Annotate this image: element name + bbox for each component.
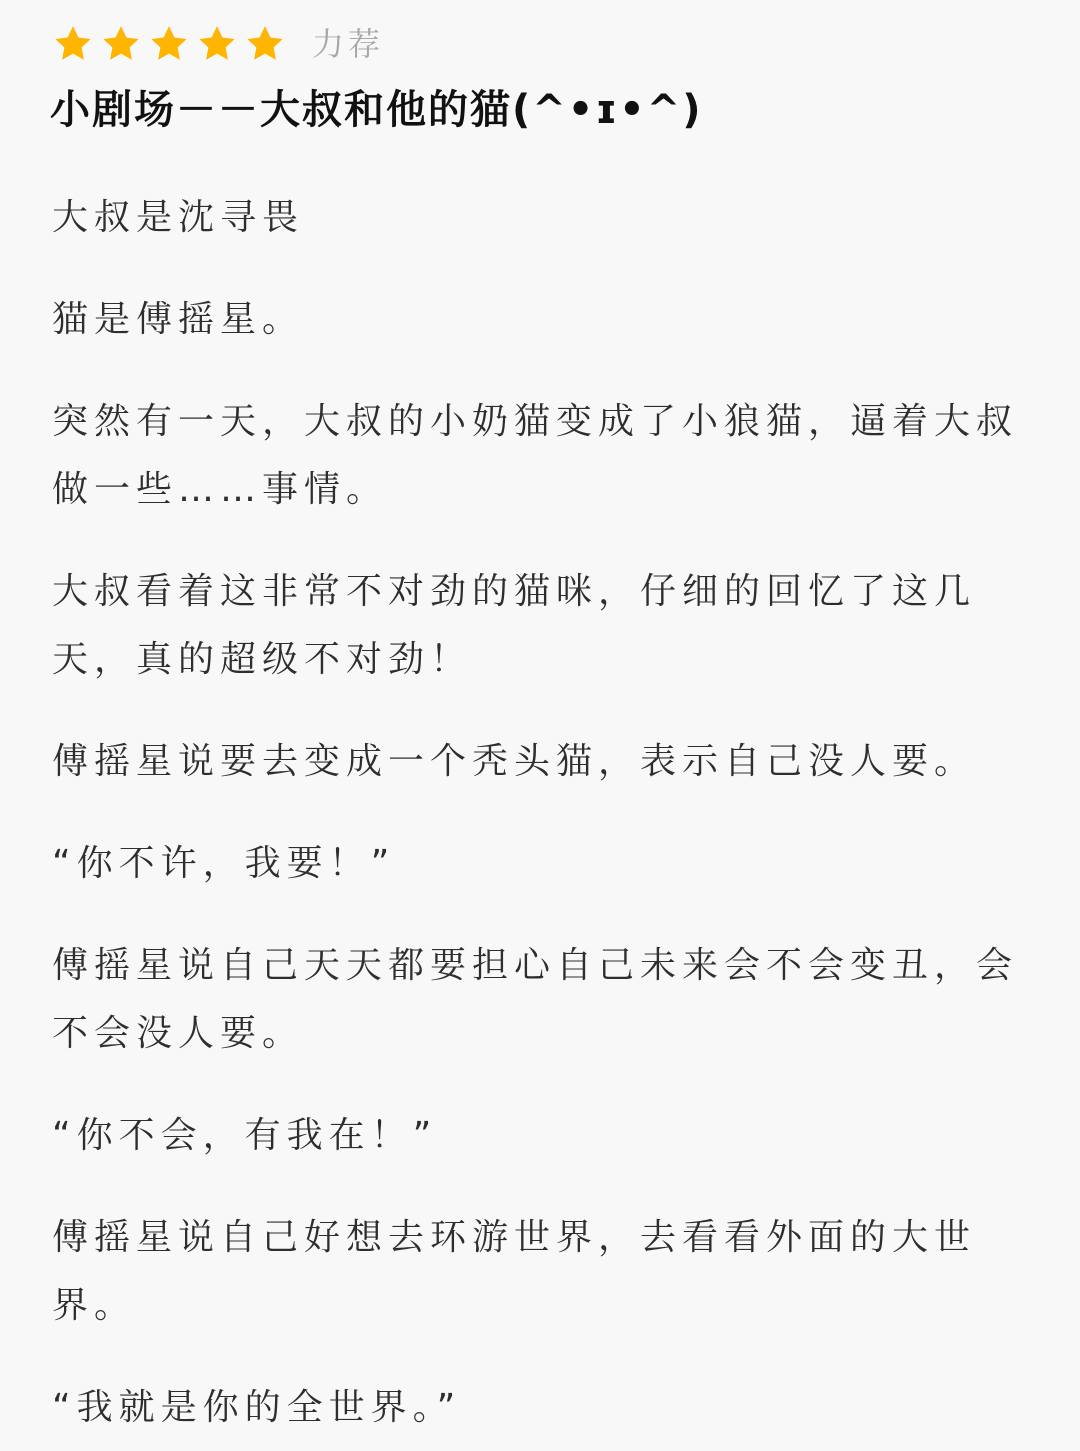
star-icon bbox=[196, 23, 238, 65]
paragraph-6: 傅摇星说自己天天都要担心自己未来会不会变丑，会不会没人要。 bbox=[52, 945, 1019, 1054]
paragraph-3: 突然有一天，大叔的小奶猫变成了小狼猫，逼着大叔做一些……事情。 bbox=[52, 401, 1019, 510]
paragraph-1: 大叔是沈寻畏 bbox=[52, 197, 305, 238]
paragraph-2: 猫是傅摇星。 bbox=[52, 299, 305, 340]
quote-1: “你不许，我要！” bbox=[52, 843, 396, 884]
paragraph-7: 傅摇星说自己好想去环游世界，去看看外面的大世界。 bbox=[52, 1217, 977, 1326]
star-rating bbox=[52, 23, 286, 65]
star-icon bbox=[244, 23, 286, 65]
page-title: 小剧场－－大叔和他的猫(^•ɪ•^) bbox=[50, 87, 703, 133]
rating-label: 力荐 bbox=[312, 25, 385, 63]
paragraph-5: 傅摇星说要去变成一个秃头猫，表示自己没人要。 bbox=[52, 741, 977, 782]
rating-row bbox=[52, 22, 384, 66]
paragraph-4: 大叔看着这非常不对劲的猫咪，仔细的回忆了这几天，真的超级不对劲！ bbox=[52, 571, 977, 680]
star-icon bbox=[148, 23, 190, 65]
star-icon bbox=[100, 23, 142, 65]
quote-2: “你不会，有我在！” bbox=[52, 1115, 438, 1156]
quote-3: “我就是你的全世界。” bbox=[52, 1387, 462, 1428]
star-icon bbox=[52, 23, 94, 65]
